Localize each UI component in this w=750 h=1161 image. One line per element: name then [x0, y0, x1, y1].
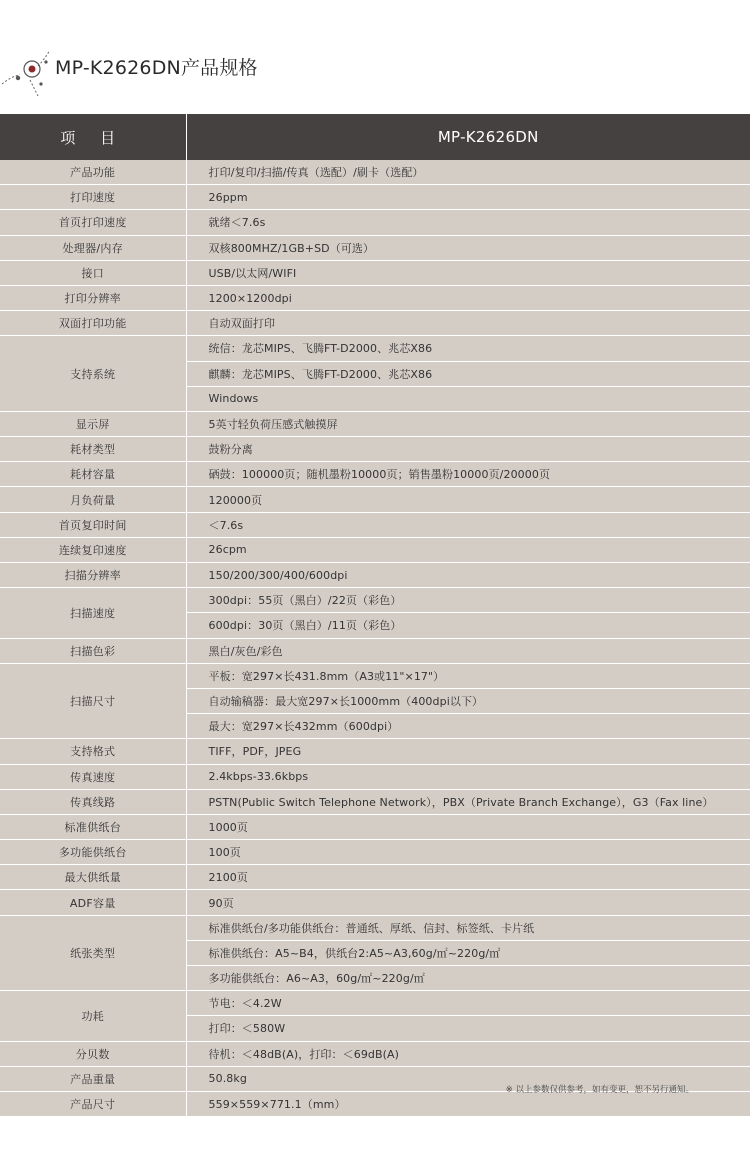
spec-item-label: 纸张类型 [0, 915, 186, 991]
table-row [0, 462, 750, 487]
spec-item-value: 自动双面打印 [186, 311, 750, 336]
spec-item-label: 分贝数 [0, 1041, 186, 1066]
table-row [0, 915, 750, 940]
spec-item-value: 平板：宽297×长431.8mm（A3或11"×17"） [186, 663, 750, 688]
spec-item-value: 最大：宽297×长432mm（600dpi） [186, 714, 750, 739]
spec-item-value: 多功能供纸台：A6~A3，60g/㎡~220g/㎡ [186, 966, 750, 991]
spec-item-label: 多功能供纸台 [0, 840, 186, 865]
spec-item-label: 打印分辨率 [0, 285, 186, 310]
spec-item-value: 统信：龙芯MIPS、飞腾FT-D2000、兆芯X86 [186, 336, 750, 361]
table-row [0, 185, 750, 210]
table-row [0, 160, 750, 185]
table-row [0, 840, 750, 865]
spec-item-label: 扫描分辨率 [0, 563, 186, 588]
spec-item-label: 标准供纸台 [0, 814, 186, 839]
spec-item-value: 就绪＜7.6s [186, 210, 750, 235]
table-row [0, 663, 750, 688]
table-row [0, 638, 750, 663]
spec-item-label: 首页复印时间 [0, 512, 186, 537]
spec-item-label: 支持格式 [0, 739, 186, 764]
spec-item-value: 标准供纸台/多功能供纸台：普通纸、厚纸、信封、标签纸、卡片纸 [186, 915, 750, 940]
table-row [0, 260, 750, 285]
spec-item-label: 功耗 [0, 991, 186, 1041]
spec-item-label: 扫描速度 [0, 588, 186, 638]
spec-item-value: 硒鼓：100000页；随机墨粉10000页；销售墨粉10000页/20000页 [186, 462, 750, 487]
spec-item-value: 2.4kbps-33.6kbps [186, 764, 750, 789]
table-row [0, 588, 750, 613]
spec-item-value: 打印/复印/扫描/传真（选配）/刷卡（选配） [186, 160, 750, 185]
spec-item-value: USB/以太网/WIFI [186, 260, 750, 285]
table-row [0, 537, 750, 562]
spec-item-value: 打印：＜580W [186, 1016, 750, 1041]
table-row [0, 512, 750, 537]
spec-item-label: 耗材类型 [0, 437, 186, 462]
spec-item-label: 月负荷量 [0, 487, 186, 512]
table-header-row [0, 114, 750, 160]
spec-item-value: 150/200/300/400/600dpi [186, 563, 750, 588]
spec-item-label: 双面打印功能 [0, 311, 186, 336]
spec-item-label: 连续复印速度 [0, 537, 186, 562]
spec-item-label: 传真速度 [0, 764, 186, 789]
spec-item-label: 耗材容量 [0, 462, 186, 487]
spec-item-value: 自动输稿器：最大宽297×长1000mm（400dpi以下） [186, 688, 750, 713]
spec-item-label: 传真线路 [0, 789, 186, 814]
spec-item-value: 600dpi：30页（黑白）/11页（彩色） [186, 613, 750, 638]
spec-item-value: 标准供纸台：A5~B4，供纸台2:A5~A3,60g/㎡~220g/㎡ [186, 940, 750, 965]
table-row [0, 890, 750, 915]
spec-item-value: ＜7.6s [186, 512, 750, 537]
spec-item-label: 最大供纸量 [0, 865, 186, 890]
spec-item-value: 2100页 [186, 865, 750, 890]
header-model: MP-K2626DN [186, 114, 750, 160]
spec-item-value: 1000页 [186, 814, 750, 839]
table-row [0, 336, 750, 361]
spec-item-value: 559×559×771.1（mm） [186, 1091, 750, 1116]
footnote: ※ 以上参数仅供参考，如有变更，恕不另行通知。 [505, 1085, 694, 1095]
spec-item-value: TIFF，PDF，JPEG [186, 739, 750, 764]
table-row [0, 487, 750, 512]
table-row [0, 1041, 750, 1066]
table-row [0, 991, 750, 1016]
spec-item-value: 120000页 [186, 487, 750, 512]
spec-item-value: 待机：＜48dB(A)，打印：＜69dB(A) [186, 1041, 750, 1066]
table-row [0, 285, 750, 310]
spec-item-value: Windows [186, 386, 750, 411]
table-row [0, 865, 750, 890]
spec-item-value: 50.8kg [186, 1066, 750, 1091]
table-row [0, 814, 750, 839]
table-row [0, 411, 750, 436]
table-row [0, 311, 750, 336]
page-title: MP-K2626DN产品规格 [55, 57, 258, 79]
table-row [0, 235, 750, 260]
spec-item-value: 100页 [186, 840, 750, 865]
decorative-ornament-icon [0, 40, 60, 100]
table-row [0, 789, 750, 814]
spec-item-value: 90页 [186, 890, 750, 915]
table-row [0, 739, 750, 764]
spec-item-value: 节电：＜4.2W [186, 991, 750, 1016]
table-row [0, 563, 750, 588]
spec-item-value: 黑白/灰色/彩色 [186, 638, 750, 663]
spec-item-value: 5英寸轻负荷压感式触摸屏 [186, 411, 750, 436]
spec-item-label: 扫描色彩 [0, 638, 186, 663]
spec-item-label: 处理器/内存 [0, 235, 186, 260]
spec-item-value: 麒麟：龙芯MIPS、飞腾FT-D2000、兆芯X86 [186, 361, 750, 386]
spec-item-value: 双核800MHZ/1GB+SD（可选） [186, 235, 750, 260]
spec-item-value: 26ppm [186, 185, 750, 210]
spec-item-label: 扫描尺寸 [0, 663, 186, 739]
spec-table-body [0, 160, 750, 1117]
spec-table [0, 114, 750, 1117]
header-item: 项 目 [0, 114, 186, 160]
title-area [0, 0, 750, 112]
spec-item-value: PSTN(Public Switch Telephone Network），PBX（Private Branch Exchange），G3（Fax line） [186, 789, 750, 814]
spec-item-value: 1200×1200dpi [186, 285, 750, 310]
spec-item-label: 首页打印速度 [0, 210, 186, 235]
table-row [0, 764, 750, 789]
spec-item-label: 显示屏 [0, 411, 186, 436]
spec-item-label: 产品功能 [0, 160, 186, 185]
table-row [0, 437, 750, 462]
table-row [0, 210, 750, 235]
spec-item-value: 26cpm [186, 537, 750, 562]
spec-item-label: 产品尺寸 [0, 1091, 186, 1116]
spec-item-value: 300dpi：55页（黑白）/22页（彩色） [186, 588, 750, 613]
spec-item-label: 接口 [0, 260, 186, 285]
spec-item-label: 产品重量 [0, 1066, 186, 1091]
spec-item-label: ADF容量 [0, 890, 186, 915]
spec-item-label: 打印速度 [0, 185, 186, 210]
spec-item-label: 支持系统 [0, 336, 186, 412]
table-row [0, 1091, 750, 1116]
spec-item-value: 鼓粉分离 [186, 437, 750, 462]
